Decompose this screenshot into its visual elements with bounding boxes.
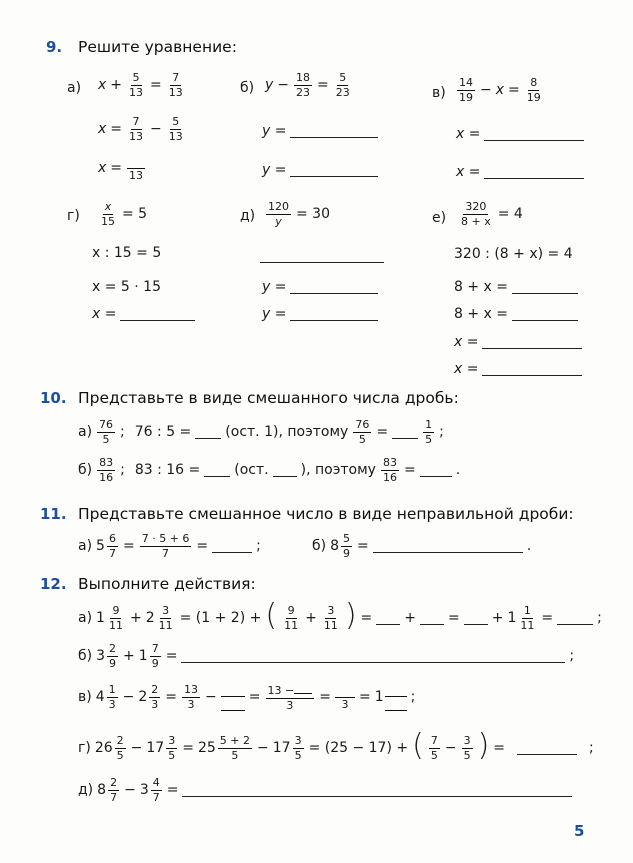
answer-blank[interactable] — [420, 464, 452, 477]
fraction: $\frac{120}{y}$ — [268, 200, 289, 228]
task9b-answer-2: y = — [262, 162, 378, 178]
task9-title: Решите уравнение: — [78, 38, 237, 56]
answer-blank[interactable] — [290, 281, 378, 294]
page-number: 5 — [574, 822, 585, 840]
mixed-number: 5 $\frac{6}{7}$ — [96, 532, 116, 560]
fraction: $\frac{7}{13}$ — [129, 115, 144, 143]
task11-title: Представьте смешанное число в виде неправильной дроби: — [78, 505, 574, 523]
answer-blank[interactable] — [373, 540, 523, 553]
task9e-equation: $\frac{320}{8 + x}$ = 4 — [461, 200, 523, 228]
answer-blank[interactable] — [484, 128, 584, 141]
answer-blank[interactable] — [512, 308, 578, 321]
fraction: $\frac{5}{13}$ — [129, 71, 144, 99]
fraction: $\frac{14}{19}$ — [459, 76, 473, 104]
answer-blank[interactable] — [273, 464, 297, 477]
fraction: $\frac{8}{19}$ — [526, 76, 541, 104]
task10a: а) $\frac{76}{5}$ ; 76 : 5 = (ост. 1), поэтому $\frac{76}{5}$ = $\frac{1}{5}$ ; — [78, 418, 444, 446]
answer-fraction[interactable]: 3 — [335, 684, 355, 710]
task9e-step1: 320 : (8 + x) = 4 — [454, 246, 573, 262]
task12-number: 12. — [40, 575, 67, 593]
task9e-step3: 8 + x = — [454, 306, 578, 322]
fraction: $\frac{5}{23}$ — [335, 71, 350, 99]
fraction: $\frac{320}{8 + x}$ — [461, 200, 491, 228]
task12v: в) 4 $\frac{1}{3}$ − 2 $\frac{2}{3}$ = $\frac{13}{3}$ − = $\frac{13 -}{3}$ = 3 = 1 ; — [78, 683, 416, 712]
task9e-step5: x = — [454, 361, 582, 377]
task9-number: 9. — [46, 38, 63, 56]
answer-blank[interactable] — [512, 281, 578, 294]
answer-blank[interactable] — [290, 164, 378, 177]
answer-blank[interactable] — [212, 540, 252, 553]
task9g-label: г) — [67, 208, 80, 224]
task9e-step4: x = — [454, 334, 582, 350]
task9a-equation: x + $\frac{5}{13}$ = $\frac{7}{13}$ — [98, 71, 183, 99]
task12d: д) 8 $\frac{2}{7}$ − 3 $\frac{4}{7}$ = — [78, 777, 572, 803]
answer-blank[interactable] — [204, 464, 230, 477]
task12-title: Выполните действия: — [78, 575, 256, 593]
answer-blank[interactable] — [120, 308, 195, 321]
answer-blank[interactable] — [195, 426, 221, 439]
fraction: $\frac{x}{15}$ — [101, 200, 115, 228]
task9a-label: а) — [67, 80, 82, 96]
task9g-step2: x = 5 · 15 — [92, 279, 161, 295]
answer-blank[interactable] — [290, 125, 378, 138]
answer-blank[interactable] — [376, 612, 400, 625]
task11-number: 11. — [40, 505, 67, 523]
task12g: г) 26 $\frac{2}{5}$ − 17 $\frac{3}{5}$ = 25 $\frac{5 + 2}{5}$ − 17 $\frac{3}{5}$ = (25 − 17) + ( $\frac{7}{5}$ − $\frac{3}{5}$ ) = ; — [78, 728, 594, 763]
task10b: б) $\frac{83}{16}$ ; 83 : 16 = (ост. ), поэтому $\frac{83}{16}$ = . — [78, 456, 461, 484]
fraction: $\frac{7}{13}$ — [168, 71, 183, 99]
answer-blank[interactable] — [482, 363, 582, 376]
task9e-step2: 8 + x = — [454, 279, 578, 295]
fraction: $\frac{18}{23}$ — [296, 71, 311, 99]
fraction: $\frac{5}{13}$ — [168, 115, 183, 143]
task9d-answer-2: y = — [262, 306, 378, 322]
fraction: $\frac{76}{5}$ — [99, 418, 114, 446]
task11b: б) 8 $\frac{5}{9}$ = . — [312, 532, 532, 560]
task10-title: Представьте в виде смешанного числа дробь: — [78, 389, 459, 407]
task9b-equation: y − $\frac{18}{23}$ = $\frac{5}{23}$ — [265, 71, 350, 99]
task9v-label: в) — [432, 85, 446, 101]
task9a-step1: x = $\frac{7}{13}$ − $\frac{5}{13}$ — [98, 115, 183, 143]
task9e-label: е) — [432, 210, 447, 226]
answer-blank[interactable] — [181, 650, 565, 663]
task9g-answer: x = — [92, 306, 195, 322]
task9v-equation: $\frac{14}{19}$ − x = $\frac{8}{19}$ — [459, 76, 541, 104]
answer-blank[interactable] — [420, 612, 444, 625]
task12a: а) 1 $\frac{9}{11}$ + 2 $\frac{3}{11}$ = (1 + 2) + ( $\frac{9}{11}$ + $\frac{3}{11}$ ) = + = + 1 $\frac{1}{11}$ = ; — [78, 598, 602, 633]
mixed-number: 8 $\frac{5}{9}$ — [330, 532, 351, 560]
task9g-step1: x : 15 = 5 — [92, 245, 162, 261]
task11a: а) 5 $\frac{6}{7}$ = $\frac{7 \cdot 5 + 6}{7}$ = ; — [78, 532, 261, 560]
fraction: $\frac{83}{16}$ — [382, 456, 397, 484]
task9b-answer-1: y = — [262, 123, 378, 139]
task12b: б) 3 $\frac{2}{9}$ + 1 $\frac{7}{9}$ = ; — [78, 642, 575, 670]
answer-blank[interactable] — [182, 784, 572, 797]
answer-blank[interactable] — [392, 426, 418, 439]
task10-number: 10. — [40, 389, 67, 407]
task9v-answer-2: x = — [456, 164, 584, 180]
answer-fraction[interactable] — [385, 684, 407, 711]
task9d-answer-1: y = — [262, 279, 378, 295]
answer-blank[interactable] — [290, 308, 378, 321]
task9d-label: д) — [240, 208, 256, 224]
task9a-step2: x = 13 — [98, 155, 146, 181]
answer-blank[interactable] — [517, 742, 577, 755]
answer-blank[interactable] — [294, 683, 312, 694]
answer-blank[interactable] — [557, 612, 593, 625]
task9v-answer-1: x = — [456, 126, 584, 142]
answer-blank[interactable] — [484, 166, 584, 179]
task9b-label: б) — [240, 80, 255, 96]
answer-blank[interactable] — [482, 336, 582, 349]
answer-fraction[interactable]: 13 — [127, 155, 145, 181]
task9g-equation: $\frac{x}{15}$ = 5 — [101, 200, 148, 228]
fraction: $\frac{7 \cdot 5 + 6}{7}$ — [141, 532, 190, 560]
answer-blank[interactable] — [464, 612, 488, 625]
fraction: $\frac{76}{5}$ — [355, 418, 370, 446]
fraction: $\frac{1}{5}$ — [425, 418, 433, 446]
answer-fraction[interactable] — [221, 684, 245, 711]
answer-blank[interactable] — [260, 250, 384, 263]
task9d-equation: $\frac{120}{y}$ = 30 — [268, 200, 330, 228]
fraction: $\frac{83}{16}$ — [99, 456, 114, 484]
